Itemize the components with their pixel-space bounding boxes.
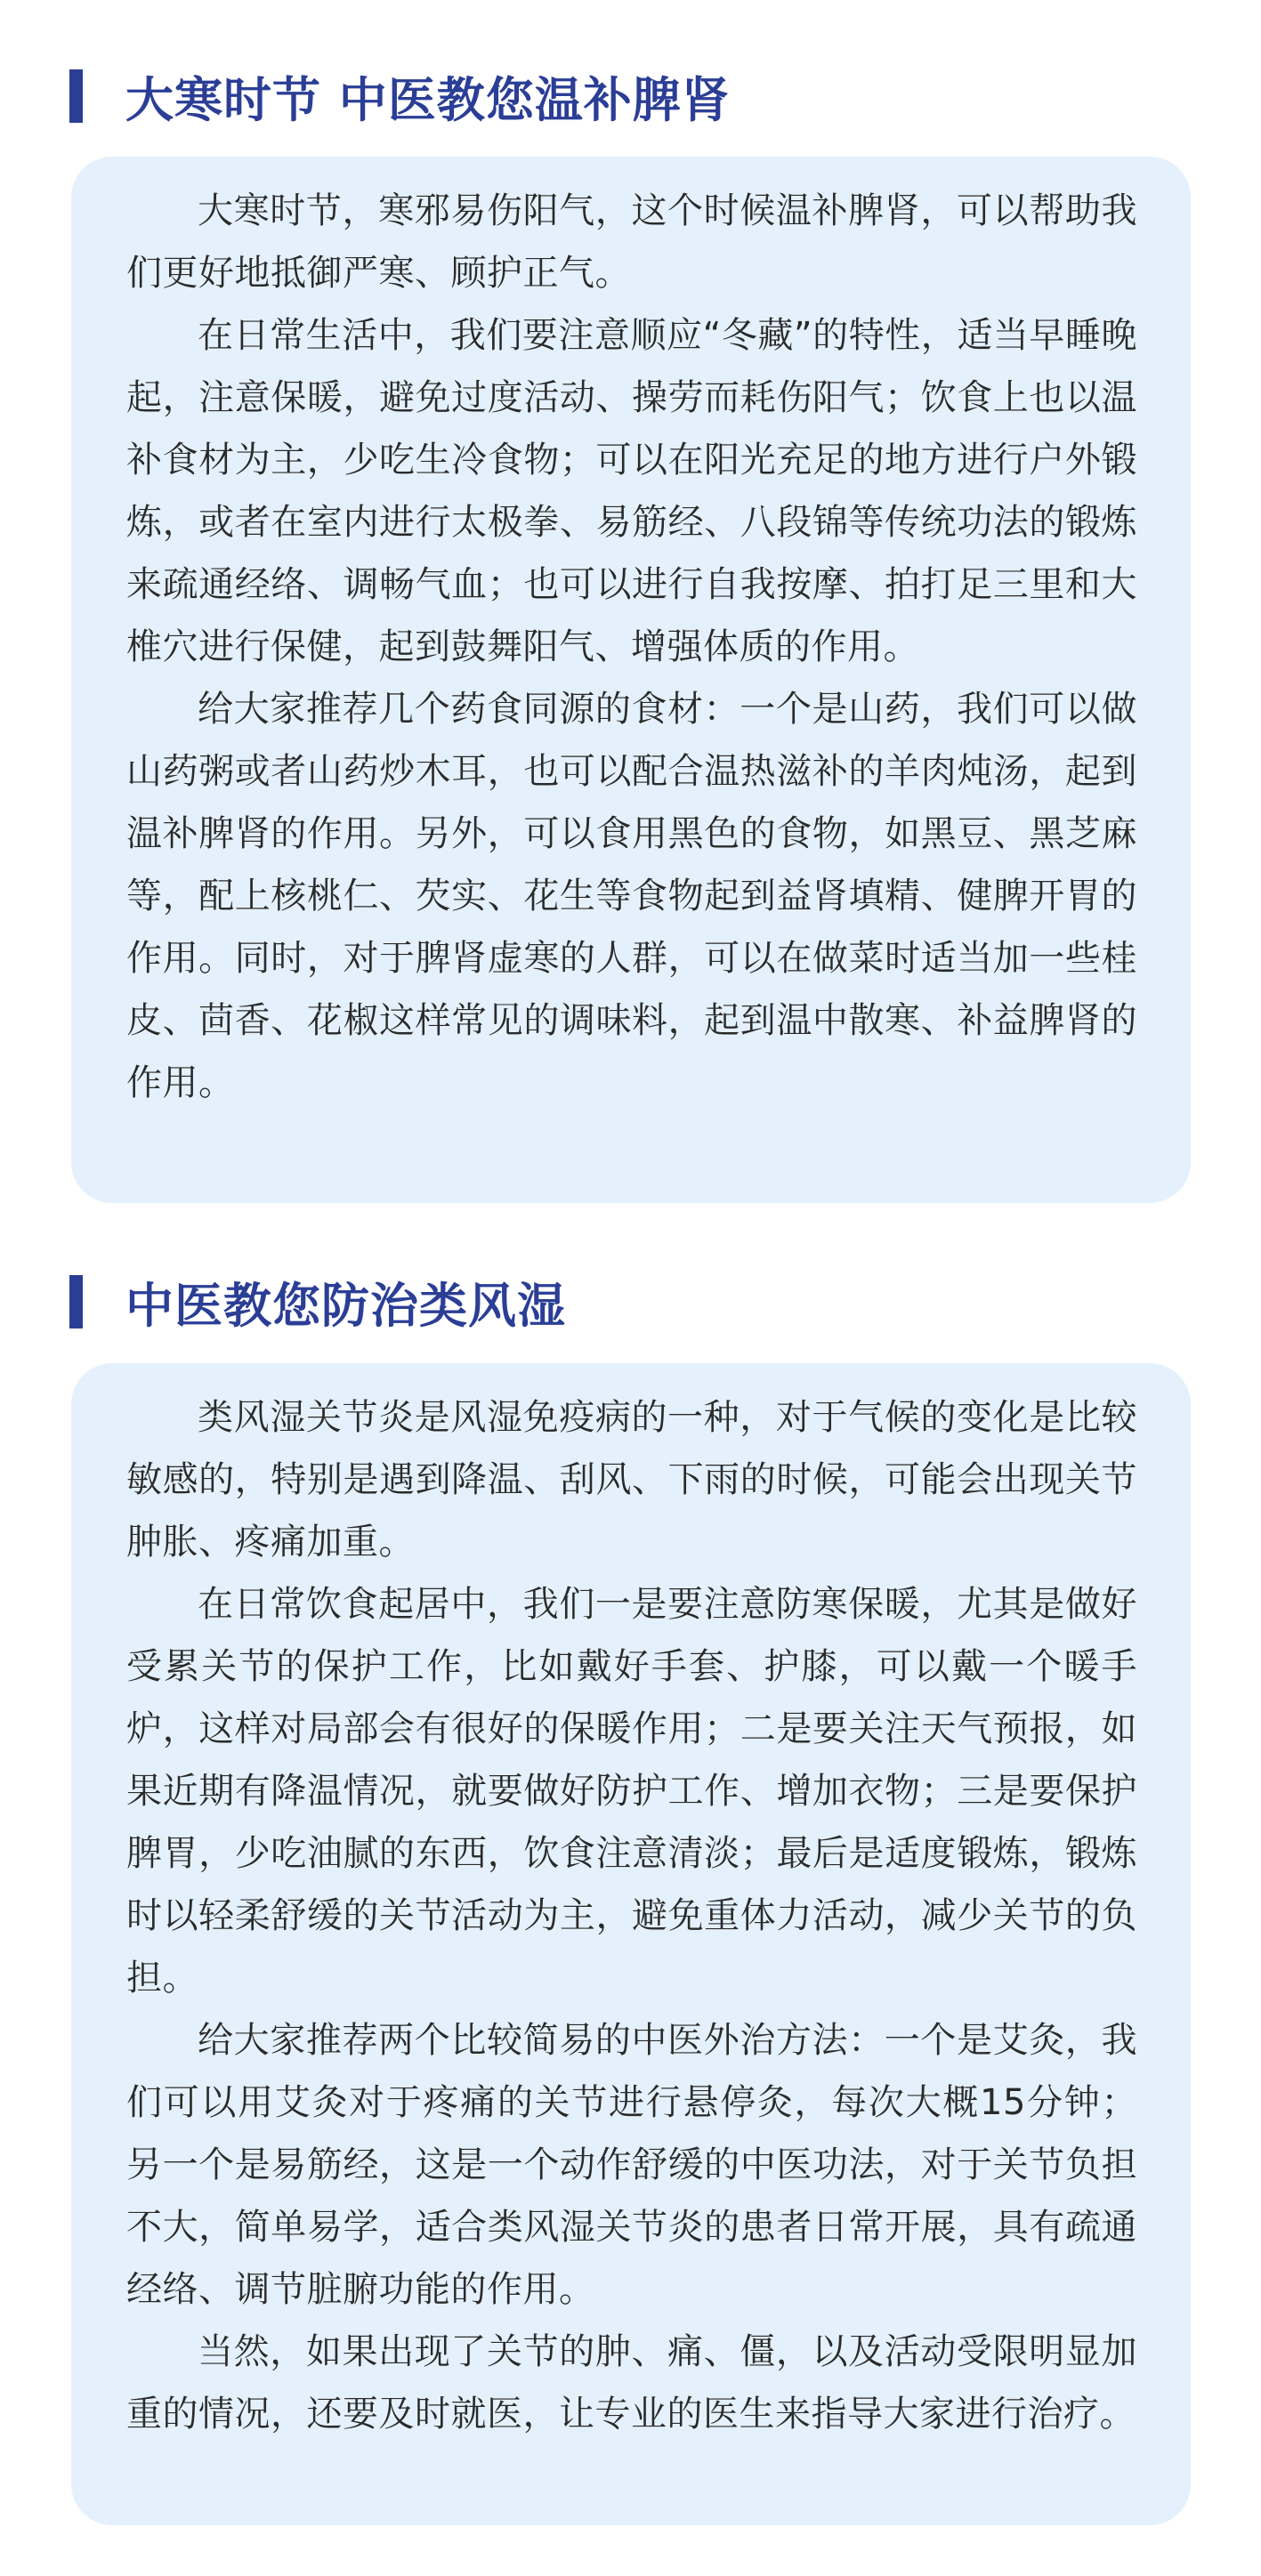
section-2-paragraph-4: 当然，如果出现了关节的肿、痛、僵，以及活动受限明显加重的情况，还要及时就医，让专业的医生来指导大家进行治疗。 [126, 2331, 1137, 2435]
section-2-card [71, 1363, 1191, 2525]
section-1-header [69, 61, 731, 132]
section-2-paragraph-1: 类风湿关节炎是风湿免疫病的一种，对于气候的变化是比较敏感的，特别是遇到降温、刮风、下雨的时候，可能会出现关节肿胀、疼痛加重。 [126, 1397, 1137, 1563]
section-2-header [69, 1266, 566, 1337]
section-2-accent-bar [69, 1275, 83, 1328]
section-1-paragraph-1: 大寒时节，寒邪易伤阳气，这个时候温补脾肾，可以帮助我们更好地抵御严寒、顾护正气。 [126, 190, 1137, 294]
section-2-paragraph-3: 给大家推荐两个比较简易的中医外治方法：一个是艾灸，我们可以用艾灸对于疼痛的关节进行悬停灸，每次大概15分钟；另一个是易筋经，这是一个动作舒缓的中医功法，对于关节负担不大，简单易学，适合类风湿关节炎的患者日常开展，具有疏通经络、调节脏腑功能的作用。 [126, 2020, 1137, 2310]
section-1-paragraph-3: 给大家推荐几个药食同源的食材：一个是山药，我们可以做山药粥或者山药炒木耳，也可以配合温热滋补的羊肉炖汤，起到温补脾肾的作用。另外，可以食用黑色的食物，如黑豆、黑芝麻等，配上核桃仁、芡实、花生等食物起到益肾填精、健脾开胃的作用。同时，对于脾肾虚寒的人群，可以在做菜时适当加一些桂皮、茴香、花椒这样常见的调味料，起到温中散寒、补益脾肾的作用。 [126, 689, 1137, 1103]
section-2-title: 中医教您防治类风湿 [125, 1277, 566, 1334]
section-2-paragraph-2: 在日常饮食起居中，我们一是要注意防寒保暖，尤其是做好受累关节的保护工作，比如戴好手套、护膝，可以戴一个暖手炉，这样对局部会有很好的保暖作用；二是要关注天气预报，如果近期有降温情况，就要做好防护工作、增加衣物；三是要保护脾胃，少吃油腻的东西，饮食注意清淡；最后是适度锻炼，锻炼时以轻柔舒缓的关节活动为主，避免重体力活动，减少关节的负担。 [126, 1584, 1137, 1999]
section-1-card [71, 157, 1191, 1203]
section-1-title: 大寒时节 中医教您温补脾肾 [125, 71, 731, 128]
section-1-accent-bar [69, 69, 83, 123]
section-1-paragraph-2: 在日常生活中，我们要注意顺应“冬藏”的特性，适当早睡晚起，注意保暖，避免过度活动、操劳而耗伤阳气；饮食上也以温补食材为主，少吃生冷食物；可以在阳光充足的地方进行户外锻炼，或者在室内进行太极拳、易筋经、八段锦等传统功法的锻炼来疏通经络、调畅气血；也可以进行自我按摩、拍打足三里和大椎穴进行保健，起到鼓舞阳气、增强体质的作用。 [126, 315, 1137, 667]
